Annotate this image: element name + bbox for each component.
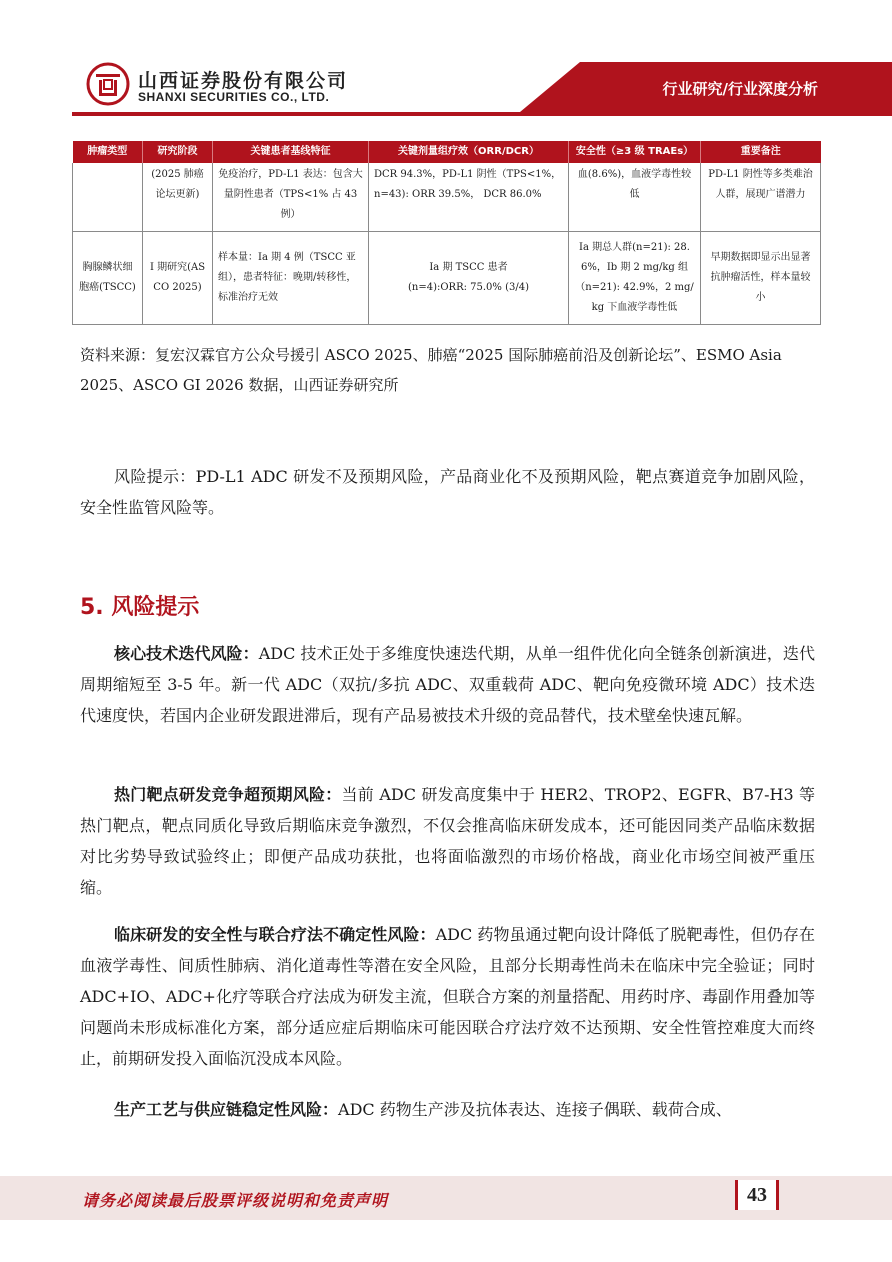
company-logo-icon [86, 62, 130, 106]
report-category: 行业研究/行业深度分析 [662, 80, 818, 98]
col-tumor-type: 肿瘤类型 [73, 141, 143, 163]
table-row [73, 232, 821, 325]
cell-safety: 血(8.6%)，血液学毒性较低 [569, 163, 701, 232]
cell-stage: I 期研究(ASCO 2025) [143, 232, 213, 325]
company-name-en: SHANXI SECURITIES CO., LTD. [138, 90, 330, 104]
paragraph-lead: 核心技术迭代风险： [114, 644, 259, 663]
efficacy-line: Ia 期 TSCC 患者 [429, 262, 508, 273]
cell-tumor [73, 163, 143, 232]
footer-disclaimer: 请务必阅读最后股票评级说明和免责声明 [82, 1191, 389, 1210]
col-baseline: 关键患者基线特征 [213, 141, 369, 163]
cell-safety: Ia 期总人群(n=21): 28.6%，Ib 期 2 mg/kg 组（n=21): 42.9%，2 mg/kg 下血液学毒性低 [569, 232, 701, 325]
page-header [0, 0, 892, 118]
paragraph-lead: 生产工艺与供应链稳定性风险： [114, 1100, 339, 1119]
clinical-data-table [72, 141, 821, 325]
col-notes: 重要备注 [701, 141, 821, 163]
col-efficacy: 关键剂量组疗效（ORR/DCR） [369, 141, 569, 163]
header-rule [72, 112, 892, 116]
paragraph-body: ADC 技术正处于多维度快速迭代期，从单一组件优化向全链条创新演进，迭代周期缩短至 3-5 年。新一代 ADC（双抗/多抗 ADC、双重载荷 ADC、靶向免疫微环境 ADC）技术迭代速度快，若国内企业研发跟进滞后，现有产品易被技术升级的竞品替代，技术壁垒快速瓦解。 [80, 644, 815, 725]
risk-tip-paragraph: 风险提示：PD-L1 ADC 研发不及预期风险，产品商业化不及预期风险，靶点赛道竞争加剧风险，安全性监管风险等。 [80, 467, 815, 517]
col-safety: 安全性（≥3 级 TRAEs） [569, 141, 701, 163]
section-title: 风险提示 [111, 595, 200, 620]
paragraph-lead: 临床研发的安全性与联合疗法不确定性风险： [114, 925, 436, 944]
section-number: 5. [80, 595, 104, 620]
risk-paragraph [80, 919, 815, 1074]
cell-baseline: 免疫治疗，PD-L1 表达：包含大量阴性患者（TPS<1% 占 43 例） [213, 163, 369, 232]
paragraph-body: ADC 药物生产涉及抗体表达、连接子偶联、载荷合成、 [338, 1100, 732, 1119]
cell-efficacy [369, 232, 569, 325]
risk-paragraph [80, 1094, 815, 1125]
risk-paragraph [80, 638, 815, 731]
table-header-row [73, 141, 821, 163]
cell-notes: 早期数据即显示出显著抗肿瘤活性，样本量较小 [701, 232, 821, 325]
paragraph-lead: 热门靶点研发竞争超预期风险： [114, 785, 342, 804]
paragraph-body: 当前 ADC 研发高度集中于 HER2、TROP2、EGFR、B7-H3 等热门靶点，靶点同质化导致后期临床竞争激烈，不仅会推高临床研发成本，还可能因同类产品临床数据对比劣势导致试验终止；即便产品成功获批，也将面临激烈的市场价格战，商业化市场空间被严重压缩。 [80, 785, 815, 897]
col-study-stage: 研究阶段 [143, 141, 213, 163]
risk-paragraph [80, 779, 815, 903]
section-heading [80, 590, 199, 621]
cell-tumor: 胸腺鳞状细胞癌(TSCC) [73, 232, 143, 325]
page-number: 43 [735, 1180, 779, 1210]
cell-baseline: 样本量：Ia 期 4 例（TSCC 亚组），患者特征：晚期/转移性，标准治疗无效 [213, 232, 369, 325]
efficacy-line: (n=4):ORR: 75.0% (3/4) [407, 282, 529, 293]
cell-efficacy: DCR 94.3%，PD-L1 阴性（TPS<1%，n=43): ORR 39.5%， DCR 86.0% [369, 163, 569, 232]
cell-notes: PD-L1 阴性等多类难治人群，展现广谱潜力 [701, 163, 821, 232]
paragraph-body: ADC 药物虽通过靶向设计降低了脱靶毒性，但仍存在血液学毒性、间质性肺病、消化道毒性等潜在安全风险，且部分长期毒性尚未在临床中完全验证；同时 ADC+IO、ADC+化疗等联合疗法成为研发主流，但联合方案的剂量搭配、用药时序、毒副作用叠加等问题尚未形成标准化方案，部分适应症后期临床可能因联合疗法疗效不达预期、安全性管控难度大而终止，前期研发投入面临沉没成本风险。 [80, 925, 815, 1068]
cell-stage: (2025 肺癌论坛更新) [143, 163, 213, 232]
table-source-note: 资料来源：复宏汉霖官方公众号援引 ASCO 2025、肺癌“2025 国际肺癌前沿及创新论坛”、ESMO Asia 2025、ASCO GI 2026 数据，山西证券研究所 [80, 346, 782, 394]
company-name-cn: 山西证券股份有限公司 [138, 70, 349, 92]
table-row [73, 163, 821, 232]
